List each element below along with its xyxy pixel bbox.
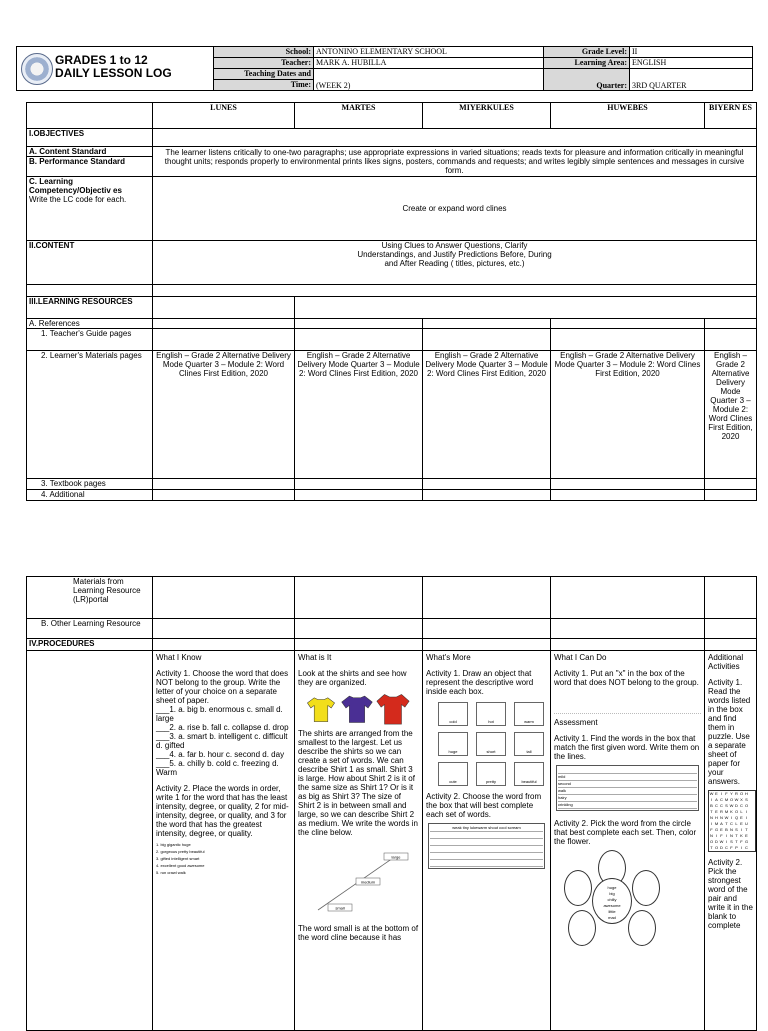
school-value: ANTONINO ELEMENTARY SCHOOL: [314, 47, 544, 58]
deped-seal-icon: [21, 53, 53, 85]
drawing-boxes: [438, 702, 547, 786]
lunes-option: 2. gorgeous pretty beautiful: [156, 849, 205, 854]
teacher-label: Teacher:: [214, 58, 314, 69]
lunes-option: 3. gifted intelligent smart: [156, 856, 200, 861]
learning-area-label: Learning Area:: [544, 58, 630, 69]
lunes-option: 1. big gigantic huge: [156, 842, 191, 847]
lunes-activity1: Activity 1. Choose the word that does NOT belong to the group. Write the letter of your choice on a separate sheet of paper.: [156, 669, 289, 705]
lunes-option: 4. excellent good awesome: [156, 863, 205, 868]
cline-label: large: [391, 854, 401, 860]
lunes-q2: ___2. a. rise b. fall c. collapse d. drop: [156, 723, 289, 732]
huwebes-find-activity: Activity 1. Find the words in the box that match the first given word. Write them on the lines.: [554, 734, 700, 761]
word-choice-box: [428, 823, 545, 869]
find-row: mild: [558, 774, 697, 781]
find-words-table: [556, 765, 699, 811]
huwebes-title: What I Can Do: [554, 653, 607, 662]
find-row: hairy: [558, 795, 697, 802]
lunes-q4: ___4. a. far b. hour c. second d. day: [156, 750, 285, 759]
day-header-miyerkules: MIYERKULES: [423, 103, 551, 129]
flower-petal: [632, 870, 660, 906]
drawing-box[interactable]: beautiful: [514, 762, 544, 786]
lm-text-miyerkules: English – Grade 2 Alternative Delivery Mode Quarter 3 – Module 2: Word Clines First Edition, 2020: [423, 351, 551, 479]
lunes-q5: ___5. a. chilly b. cold c. freezing d. Warm: [156, 759, 279, 777]
miyerkules-activity1: Activity 1. Draw an object that represent the descriptive word inside each box.: [426, 669, 534, 696]
shirt-small-icon: [304, 691, 338, 725]
header-title-line1: GRADES 1 to 12: [55, 53, 148, 67]
drawing-box[interactable]: cute: [438, 762, 468, 786]
procedure-lunes: [153, 651, 295, 1031]
martes-title: What is It: [298, 653, 332, 662]
day-header-martes: MARTES: [295, 103, 423, 129]
quarter-value: 3RD QUARTER: [630, 69, 753, 91]
lm-text-biyernes: English – Grade 2 Alternative Delivery Mode Quarter 3 – Module 2: Word Clines First Edition, 2020: [705, 351, 757, 479]
drawing-box[interactable]: hot: [476, 702, 506, 726]
cline-label: medium: [360, 879, 376, 885]
additional-materials-cont: Materials from Learning Resource (LR)portal: [27, 577, 153, 619]
lm-text-martes: English – Grade 2 Alternative Delivery Mode Quarter 3 – Module 2: Word Clines First Edition, 2020: [295, 351, 423, 479]
drawing-box[interactable]: huge: [438, 732, 468, 756]
grade-level-value: II: [630, 47, 753, 58]
procedure-huwebes: [551, 651, 705, 1031]
martes-para2: The shirts are arranged from the smallest to the largest. Let us describe the shirts so we can create a set of words. We can describe Shirt 1 as small. Shirt 3 is large. How about Shirt 2 is it of the same size as Shirt 1? Or is it as big as Shirt 3? The size of Shirt 2 is in between small and large, so we can describe Shirt 2 as medium. We write the words in the cline below.: [298, 729, 418, 837]
procedure-martes: [295, 651, 423, 1031]
biyernes-title: Additional Activities: [708, 653, 744, 671]
content-standard-label: A. Content Standard: [27, 147, 153, 157]
header-logo-cell: [17, 47, 214, 91]
shirts-illustration: [304, 691, 419, 725]
word-search-puzzle[interactable]: W E I F Y R O H I A C M O W X S B C C S W D C O T E R M K O L I N H N W I Q E I I M A T C L E U F G E B N S I T N I F I N T K E O D W I S T F G T O D C F P I C: [708, 790, 756, 852]
shirt-medium-icon: [340, 691, 374, 725]
day-header-lunes: LUNES: [153, 103, 295, 129]
quarter-label: Quarter:: [544, 69, 630, 91]
drawing-box[interactable]: pretty: [476, 762, 506, 786]
lunes-q3: ___3. a. smart b. intelligent c. difficult d. gifted: [156, 732, 288, 750]
dates-label-1: Teaching Dates and: [214, 69, 314, 80]
martes-para3: The word small is at the bottom of the word cline because it has: [298, 924, 419, 942]
procedures-heading: IV.PROCEDURES: [27, 639, 153, 651]
lesson-log-table-page2: [26, 576, 757, 1031]
lm-text-lunes: English – Grade 2 Alternative Delivery Mode Quarter 3 – Module 2: Word Clines First Edition, 2020: [153, 351, 295, 479]
learning-resources-heading: III.LEARNING RESOURCES: [27, 297, 153, 319]
lesson-log-header: [16, 46, 752, 90]
lunes-title: What I Know: [156, 653, 202, 662]
flower-center: huge big chilly awesome little mad: [592, 878, 632, 924]
competency-label: C. Learning Competency/Objectiv es: [29, 177, 122, 195]
shirt-large-icon: [376, 691, 410, 725]
word-choice-list: weak tiny lukewarm shout cool scream: [430, 825, 543, 832]
additional-materials-label: 4. Additional: [27, 490, 153, 501]
grade-level-label: Grade Level:: [544, 47, 630, 58]
drawing-box[interactable]: cold: [438, 702, 468, 726]
flower-illustration: [556, 850, 666, 950]
day-header-blank: [27, 103, 153, 129]
competency-cell: [27, 177, 153, 241]
martes-para1: Look at the shirts and see how they are organized.: [298, 669, 407, 687]
drawing-box[interactable]: tall: [514, 732, 544, 756]
textbook-pages-label: 3. Textbook pages: [27, 479, 153, 490]
huwebes-activity2: Activity 2. Pick the word from the circle that best complete each set. Then, color the flower.: [554, 819, 697, 846]
flower-petal: [568, 910, 596, 946]
content-heading: II.CONTENT: [27, 241, 153, 285]
find-row: second: [558, 781, 697, 788]
word-cline-diagram: [298, 848, 418, 918]
day-header-huwebes: HUWEBES: [551, 103, 705, 129]
header-title-line2: DAILY LESSON LOG: [55, 66, 172, 80]
procedure-biyernes: [705, 651, 757, 1031]
flower-petal: [564, 870, 592, 906]
content-text: Using Clues to Answer Questions, Clarify Understandings, and Justify Predictions Before, During and After Reading ( titles, pictures, etc.): [153, 241, 757, 285]
lunes-option: 5. run crawl walk: [156, 870, 186, 875]
dates-label-2: Time:: [214, 80, 314, 91]
day-header-biyernes: BIYERN ES: [705, 103, 757, 129]
lesson-log-table-page1: [26, 102, 757, 501]
find-row: crinkling: [558, 802, 697, 809]
competency-text: Create or expand word clines: [153, 177, 757, 241]
miyerkules-activity2: Activity 2. Choose the word from the box that will best complete each set of words.: [426, 792, 542, 819]
procedure-miyerkules: [423, 651, 551, 1031]
competency-note: Write the LC code for each.: [29, 195, 127, 204]
huwebes-activity1: Activity 1. Put an "x" in the box of the word that does NOT belong to the group.: [554, 669, 699, 687]
drawing-box[interactable]: short: [476, 732, 506, 756]
learners-materials-label: 2. Learner's Materials pages: [27, 351, 153, 479]
learning-area-value: ENGLISH: [630, 58, 753, 69]
biyernes-activity1: Activity 1. Read the words listed in the box and find them in puzzle. Use a separate sheet of paper for your answers.: [708, 678, 751, 786]
teachers-guide-label: 1. Teacher's Guide pages: [27, 329, 153, 351]
standard-text: The learner listens critically to one-two paragraphs; use appropriate expressions in varied situations; reads texts for pleasure and information critically in meaningful thought units; responds properly to environmental prints likes signs, posters, commands and requests; and writes legibly simple sentences and messages in cursive form.: [153, 147, 757, 177]
cline-label: small: [335, 905, 345, 911]
find-row: walk: [558, 788, 697, 795]
flower-petal: [628, 910, 656, 946]
performance-standard-label: B. Performance Standard: [27, 157, 153, 177]
assessment-label: Assessment: [554, 718, 598, 727]
lunes-activity2: Activity 2. Place the words in order, write 1 for the word that has the least intensity, degree, or quality, 2 for mid-intensity, degree, or quality, and 3 for the word that has the greatest intensity, degree, or quality.: [156, 784, 289, 838]
lm-text-huwebes: English – Grade 2 Alternative Delivery Mode Quarter 3 – Module 2: Word Clines First Edition, 2020: [551, 351, 705, 479]
school-label: School:: [214, 47, 314, 58]
objectives-heading: I.OBJECTIVES: [27, 129, 153, 147]
lunes-options: [156, 841, 291, 876]
dates-value: (WEEK 2): [314, 69, 544, 91]
miyerkules-title: What's More: [426, 653, 471, 662]
teacher-value: MARK A. HUBILLA: [314, 58, 544, 69]
checkbox-grid[interactable]: [554, 689, 701, 714]
other-resources-label: B. Other Learning Resource: [27, 619, 153, 639]
references-label: A. References: [27, 319, 153, 329]
lunes-q1: ___1. a. big b. enormous c. small d. large: [156, 705, 283, 723]
drawing-box[interactable]: warm: [514, 702, 544, 726]
biyernes-activity2: Activity 2. Pick the strongest word of the pair and write it in the blank to complete: [708, 858, 753, 930]
